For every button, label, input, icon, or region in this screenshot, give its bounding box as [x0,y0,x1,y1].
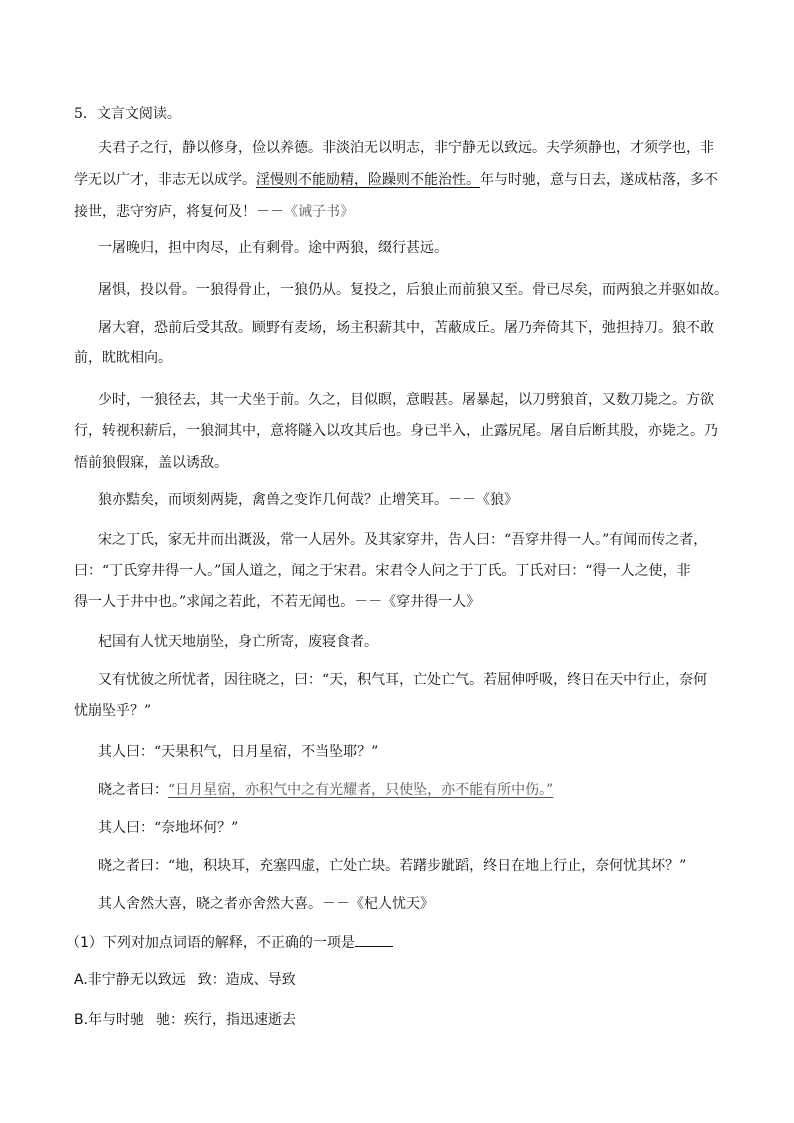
underlined-sentence-2: “日月星宿，亦积气中之有光耀者，只使坠，亦不能有所中伤。” [168,782,554,798]
question-heading: 5．文言文阅读。 [74,106,181,122]
passage-2-para-4-line-1: 少时，一狼径去，其一犬坐于前。久之，目似瞑，意暇甚。屠暴起，以刀劈狼首，又数刀毙之。方欲 [98,392,714,408]
passage-2-para-1: 一屠晚归，担中肉尽，止有剩骨。途中两狼，缀行甚远。 [98,240,448,256]
passage-2-para-5: 狼亦黠矣，而顷刻两毙，禽兽之变诈几何哉？止增笑耳。－－《狼》 [98,492,518,508]
passage-2-para-4-line-2: 行，转视积薪后，一狼洞其中，意将隧入以攻其后也。身已半入，止露尻尾。屠自后断其股，亦毙之。乃 [74,423,718,439]
passage-4-para-4 [98,780,553,800]
passage-2-para-4-line-3: 悟前狼假寐，盖以诱敌。 [74,455,228,471]
passage-2-para-3-line-2: 前，眈眈相向。 [74,350,172,366]
passage-4-para-3: 其人曰：“天果积气，日月星宿，不当坠耶？” [98,744,379,760]
question-stem [66,932,393,953]
passage-3-line-3: 得一人于井中也。”求闻之若此，不若无闻也。－－《穿井得一人》 [74,594,481,610]
passage-3-line-1: 宋之丁氏，家无井而出溉汲，常一人居外。及其家穿井，告人曰：“吾穿井得一人。”有闻而传之者， [98,532,708,548]
passage-1-line-3-text: 接世，悲守穷庐，将复何及！－－ [74,204,284,220]
option-a [74,970,296,990]
answer-blank[interactable] [355,932,393,947]
passage-1-line-2-text: 学无以广才，非志无以成学。 [74,172,256,188]
passage-4-para-5: 其人曰：“奈地坏何？” [98,820,239,836]
passage-3-line-2: 曰：“丁氏穿井得一人。”国人道之，闻之于宋君。宋君令人问之于丁氏。丁氏对曰：“得一人之使，非 [74,563,691,579]
passage-1-line-2-rest: 年与时驰，意与日去，遂成枯落，多不 [480,172,718,188]
passage-1-line-1: 夫君子之行，静以修身，俭以养德。非淡泊无以明志，非宁静无以致远。夫学须静也，才须学也，非 [98,140,714,156]
passage-2-para-3-line-1: 屠大窘，恐前后受其敌。顾野有麦场，场主积薪其中，苫蔽成丘。屠乃奔倚其下，弛担持刀。狼不敢 [98,320,714,336]
option-b [74,1010,296,1030]
passage-2-para-2: 屠惧，投以骨。一狼得骨止，一狼仍从。复投之，后狼止而前狼又至。骨已尽矣，而两狼之并驱如故。 [98,282,728,298]
passage-4-para-7: 其人舍然大喜，晓之者亦舍然大喜。－－《杞人忧天》 [98,896,434,912]
passage-4-para-1: 杞国有人忧天地崩坠，身亡所寄，废寝食者。 [98,634,378,650]
question-stem-text: （1）下列对加点词语的解释，不正确的一项是 [66,935,355,951]
option-a-label: A.非宁静无以致远 [74,972,186,988]
option-b-gloss: 驰：疾行，指迅速逝去 [156,1012,297,1028]
passage-1-source: 《诫子书》 [284,204,354,220]
passage-4-para-6: 晓之者曰：“地，积块耳，充塞四虚，亡处亡块。若躇步跐蹈，终日在地上行止，奈何忧其坏？” [98,858,687,874]
option-b-label: B.年与时驰 [74,1012,145,1028]
passage-4-para-2-line-1: 又有忧彼之所忧者，因往晓之，曰：“天，积气耳，亡处亡气。若屈伸呼吸，终日在天中行止，奈何 [98,672,708,688]
passage-1-line-3 [74,202,354,222]
option-a-gloss: 致：造成、导致 [197,972,296,988]
passage-4-para-2-line-2: 忧崩坠乎？” [74,703,152,719]
underlined-sentence-1: 淫慢则不能励精，险躁则不能治性。 [256,172,480,188]
passage-4-para-4-prefix: 晓之者曰： [98,782,168,798]
passage-1-line-2 [74,170,718,190]
